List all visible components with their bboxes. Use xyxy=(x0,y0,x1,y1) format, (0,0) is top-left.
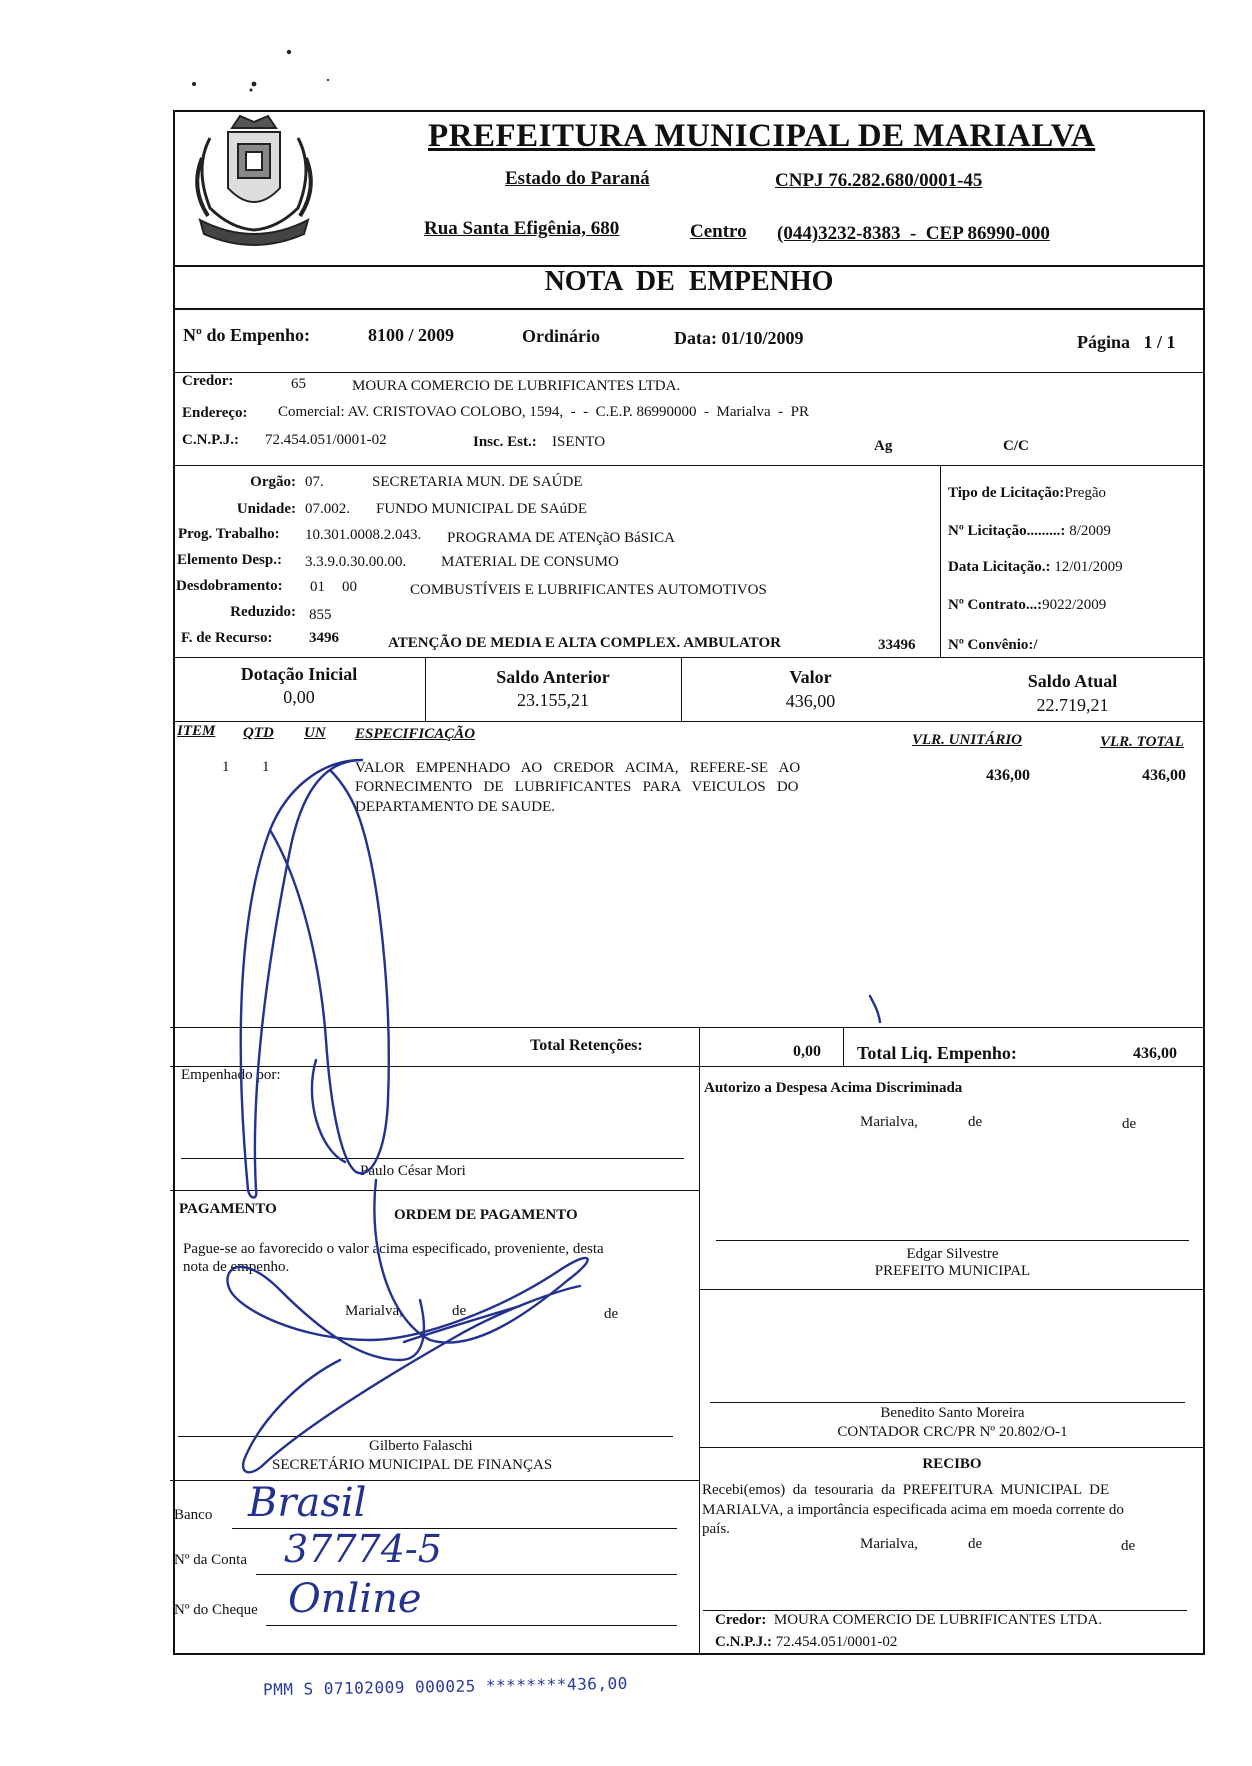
liquido-label: Total Liq. Empenho: xyxy=(857,1043,1017,1063)
document-title: NOTA DE EMPENHO xyxy=(544,266,834,297)
banco-handwritten: Brasil xyxy=(248,1480,367,1526)
empenho-type: Ordinário xyxy=(522,326,601,346)
divider xyxy=(173,721,1205,722)
fonte-code2: 33496 xyxy=(878,637,916,653)
contador-role: CONTADOR CRC/PR Nº 20.802/O-1 xyxy=(837,1424,1068,1440)
signature-line xyxy=(181,1158,684,1159)
row-qtd: 1 xyxy=(262,759,270,775)
header-title: PREFEITURA MUNICIPAL DE MARIALVA xyxy=(428,118,1096,154)
col-header-vlr-unitario: VLR. UNITÁRIO xyxy=(912,732,1023,748)
retencoes-value: 0,00 xyxy=(793,1043,821,1060)
prog-label: Prog. Trabalho: xyxy=(178,526,280,542)
secretario-name: Gilberto Falaschi xyxy=(369,1438,473,1454)
recibo-credor-name: MOURA COMERCIO DE LUBRIFICANTES LTDA. xyxy=(773,1612,1103,1628)
dotacao-label: Dotação Inicial xyxy=(240,664,358,684)
recibo-title: RECIBO xyxy=(922,1456,982,1472)
conta-label: Nº da Conta xyxy=(174,1552,247,1568)
divider xyxy=(170,1027,1205,1028)
prog-code: 10.301.0008.2.043. xyxy=(305,527,422,543)
pagamento-text-1: Pague-se ao favorecido o valor acima especificado, proveniente, desta xyxy=(183,1241,604,1257)
cc-label: C/C xyxy=(1003,438,1029,454)
insc-label: Insc. Est.: xyxy=(473,434,537,450)
reduzido-value: 855 xyxy=(309,607,332,623)
header-street: Rua Santa Efigênia, 680 xyxy=(424,218,620,239)
credor-code: 65 xyxy=(291,376,306,392)
desd-code2: 00 xyxy=(342,579,357,595)
empenhado-label: Empenhado por: xyxy=(181,1067,281,1083)
recibo-cnpj-value: 72.454.051/0001-02 xyxy=(775,1634,898,1650)
divider xyxy=(173,308,1205,310)
divider xyxy=(173,372,1205,373)
banco-label: Banco xyxy=(174,1507,213,1523)
page-number: Página 1 / 1 xyxy=(1077,332,1176,352)
col-header-item: ITEM xyxy=(177,723,216,739)
conta-line xyxy=(256,1574,677,1575)
empenhado-signer: Paulo César Mori xyxy=(360,1163,466,1179)
dotacao-value: 0,00 xyxy=(283,687,315,707)
saldo-anterior-label: Saldo Anterior xyxy=(496,667,610,687)
autorizo-de2: de xyxy=(1122,1116,1137,1132)
licitacao-data xyxy=(948,559,1123,576)
pagamento-de1: de xyxy=(452,1303,467,1319)
cheque-line xyxy=(266,1625,677,1626)
prog-name: PROGRAMA DE ATENçãO BáSICA xyxy=(447,530,675,546)
pagamento-city: Marialva, xyxy=(345,1303,403,1319)
prefeito-name: Edgar Silvestre xyxy=(906,1246,999,1262)
orgao-label: Orgão: xyxy=(250,474,296,490)
licitacao-data-value: 12/01/2009 xyxy=(1054,559,1123,575)
header-phone-cep: (044)3232-8383 - CEP 86990-000 xyxy=(777,223,1050,244)
retencoes-label: Total Retenções: xyxy=(530,1037,643,1054)
licitacao-tipo-label: Tipo de Licitação: xyxy=(948,485,1065,501)
pagamento-de2: de xyxy=(604,1306,619,1322)
licitacao-contrato xyxy=(948,597,1106,614)
cheque-handwritten: Online xyxy=(288,1576,422,1622)
orgao-name: SECRETARIA MUN. DE SAÚDE xyxy=(372,474,583,490)
recibo-text-2: MARIALVA, a importância especificada acima em moeda corrente do xyxy=(702,1502,1124,1518)
recibo-text-1: Recebi(emos) da tesouraria da PREFEITURA MUNICIPAL DE xyxy=(702,1482,1110,1498)
recibo-credor-label: Credor: xyxy=(715,1612,767,1628)
secretario-role: SECRETÁRIO MUNICIPAL DE FINANÇAS xyxy=(272,1457,553,1473)
reduzido-label: Reduzido: xyxy=(230,604,296,620)
cnpj-label: C.N.P.J.: xyxy=(182,432,239,448)
conta-handwritten: 37774-5 xyxy=(284,1527,442,1571)
divider xyxy=(170,1066,1205,1067)
autorizo-city: Marialva, xyxy=(860,1114,918,1130)
orgao-code: 07. xyxy=(305,474,324,490)
recibo-text-3: país. xyxy=(702,1521,730,1537)
unidade-label: Unidade: xyxy=(236,501,296,517)
empenho-number: 8100 / 2009 xyxy=(368,325,455,345)
fonte-code: 3496 xyxy=(309,630,339,646)
cheque-label: Nº do Cheque xyxy=(174,1602,258,1618)
coat-of-arms-icon xyxy=(180,108,328,256)
licitacao-data-label: Data Licitação.: xyxy=(948,559,1051,575)
desd-name: COMBUSTÍVEIS E LUBRIFICANTES AUTOMOTIVOS xyxy=(410,582,767,598)
valor-label: Valor xyxy=(789,667,832,687)
licitacao-numero-label: Nº Licitação.........: xyxy=(948,523,1066,539)
elem-label: Elemento Desp.: xyxy=(177,552,282,568)
contador-name: Benedito Santo Moreira xyxy=(880,1405,1025,1421)
valor-value: 436,00 xyxy=(785,691,836,711)
empenho-date: Data: 01/10/2009 xyxy=(674,328,804,348)
recibo-de1: de xyxy=(968,1536,983,1552)
autorizo-de1: de xyxy=(968,1114,983,1130)
divider xyxy=(170,1190,699,1191)
saldo-atual-value: 22.719,21 xyxy=(1036,695,1109,715)
licitacao-numero-value: 8/2009 xyxy=(1069,523,1111,539)
licitacao-convenio: Nº Convênio:/ xyxy=(948,637,1038,653)
row-total-value: 436,00 xyxy=(1142,767,1186,784)
elem-name: MATERIAL DE CONSUMO xyxy=(441,554,619,570)
divider xyxy=(699,1289,1205,1290)
address-value: Comercial: AV. CRISTOVAO COLOBO, 1594, - - C.E.P. 86990000 - Marialva - PR xyxy=(278,404,809,420)
divider xyxy=(173,657,1205,658)
recibo-city: Marialva, xyxy=(860,1536,918,1552)
unidade-code: 07.002. xyxy=(305,501,350,517)
divider xyxy=(173,465,1205,466)
header-state: Estado do Paraná xyxy=(505,168,650,189)
scan-specks xyxy=(180,40,380,100)
liquido-value: 436,00 xyxy=(1133,1045,1177,1062)
cnpj-value: 72.454.051/0001-02 xyxy=(265,432,387,448)
signature-line xyxy=(710,1402,1185,1403)
row-desc-line2: FORNECIMENTO DE LUBRIFICANTES PARA VEICULOS DO xyxy=(355,779,799,795)
divider xyxy=(940,465,941,657)
row-unit-value: 436,00 xyxy=(986,767,1030,784)
saldo-atual-label: Saldo Atual xyxy=(1027,671,1118,691)
pagamento-label: PAGAMENTO xyxy=(179,1201,277,1217)
elem-code: 3.3.9.0.30.00.00. xyxy=(305,554,407,570)
ordem-pagamento-label: ORDEM DE PAGAMENTO xyxy=(394,1207,578,1223)
credor-label: Credor: xyxy=(182,373,234,389)
ag-label: Ag xyxy=(874,438,893,454)
unidade-name: FUNDO MUNICIPAL DE SAúDE xyxy=(376,501,587,517)
pagamento-text-2: nota de empenho. xyxy=(183,1259,290,1275)
fonte-name: ATENÇÃO DE MEDIA E ALTA COMPLEX. AMBULATOR xyxy=(388,635,781,651)
header-district: Centro xyxy=(690,221,747,242)
recibo-de2: de xyxy=(1121,1538,1136,1554)
row-desc-line1: VALOR EMPENHADO AO CREDOR ACIMA, REFERE-SE AO xyxy=(355,760,801,776)
payment-stamp: PMM S 07102009 000025 ********436,00 xyxy=(262,1673,628,1700)
prefeito-role: PREFEITO MUNICIPAL xyxy=(874,1263,1031,1279)
col-header-especificacao: ESPECIFICAÇÃO xyxy=(355,726,476,742)
row-desc-line3: DEPARTAMENTO DE SAUDE. xyxy=(355,799,555,815)
recibo-credor xyxy=(715,1612,1102,1629)
empenho-number-label: Nº do Empenho: xyxy=(183,325,310,345)
divider xyxy=(699,1447,1205,1448)
recibo-cnpj-label: C.N.P.J.: xyxy=(715,1634,772,1650)
col-header-qtd: QTD xyxy=(243,725,274,741)
col-header-un: UN xyxy=(304,725,326,741)
col-header-vlr-total: VLR. TOTAL xyxy=(1100,734,1184,750)
divider xyxy=(699,1027,700,1067)
recibo-cnpj xyxy=(715,1634,897,1651)
fonte-label: F. de Recurso: xyxy=(181,630,273,646)
licitacao-contrato-value: 9022/2009 xyxy=(1042,597,1107,613)
licitacao-numero xyxy=(948,523,1111,540)
saldo-anterior-value: 23.155,21 xyxy=(517,690,589,710)
header-cnpj: CNPJ 76.282.680/0001-45 xyxy=(775,170,983,191)
divider xyxy=(699,1066,700,1655)
credor-name: MOURA COMERCIO DE LUBRIFICANTES LTDA. xyxy=(352,378,681,394)
row-item: 1 xyxy=(222,759,230,775)
insc-value: ISENTO xyxy=(552,434,606,450)
autorizo-title: Autorizo a Despesa Acima Discriminada xyxy=(704,1080,963,1096)
licitacao-tipo-value: Pregão xyxy=(1064,485,1107,501)
divider xyxy=(843,1027,844,1067)
licitacao-contrato-label: Nº Contrato...: xyxy=(948,597,1043,613)
signature-line xyxy=(178,1436,673,1437)
signature-line xyxy=(703,1610,1187,1611)
desd-code1: 01 xyxy=(310,579,325,595)
licitacao-tipo xyxy=(948,485,1106,502)
desd-label: Desdobramento: xyxy=(176,578,283,594)
address-label: Endereço: xyxy=(182,405,248,421)
signature-line xyxy=(716,1240,1189,1241)
